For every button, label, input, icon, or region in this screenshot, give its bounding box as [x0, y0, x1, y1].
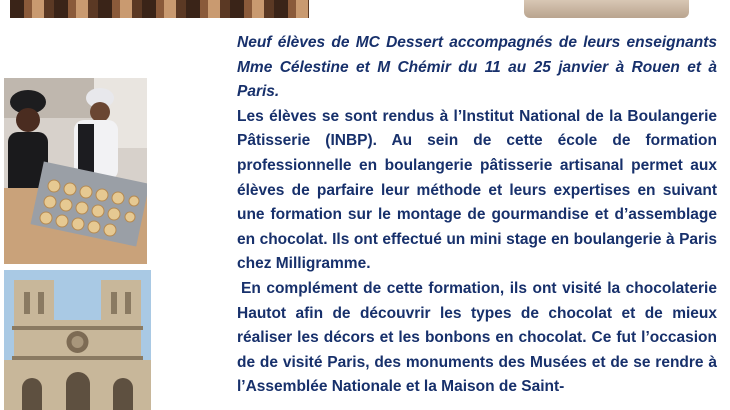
students-baking-illustration	[4, 78, 147, 264]
article-paragraph-2: En complément de cette formation, ils ont visité la chocolaterie Hautot afin de découvrir les types de chocolat et de mieux réaliser les décors et les bonbons en chocolat. Ce fut l’occasion de de visité Paris, des monuments des Musées et de se rendre à l’Assemblée Nationale et la Maison de Saint-	[237, 279, 717, 396]
article-paragraph-1: Les élèves se sont rendus à l’Institut National de la Boulangerie Pâtisserie (INBP). Au sein de cette école de formation professionnelle en boulangerie pâtisserie artisanal permet aux élèves de parfaire leur méthode et leurs expertises en suivant une formation sur le montage de gourmandise et d’assemblage en chocolat. Ils ont effectué un mini stage en boulangerie à Paris chez Milligramme.	[237, 107, 717, 273]
students-baking-photo	[4, 78, 147, 264]
cathedral-illustration	[4, 270, 151, 410]
notre-dame-photo	[4, 270, 151, 410]
pastry-photo	[524, 0, 689, 18]
chocolates-photo	[10, 0, 309, 18]
article-text	[237, 31, 717, 400]
article-intro: Neuf élèves de MC Dessert accompagnés de leurs enseignants Mme Célestine et M Chémir du 11 au 25 janvier à Rouen et à Paris.	[237, 34, 717, 101]
